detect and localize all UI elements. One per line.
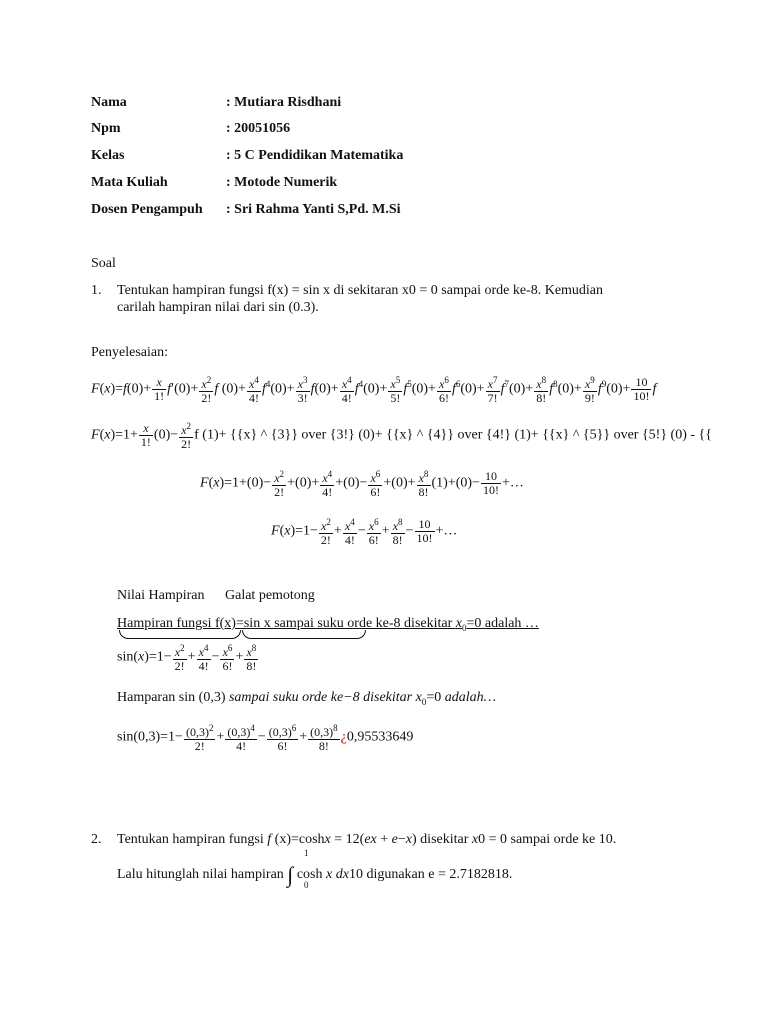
q2-line2-a: Lalu hitunglah nilai hampiran — [117, 867, 284, 883]
value-mata-kuliah: : Motode Numerik — [226, 175, 338, 190]
hampiran-text-a: Hampiran fungsi f(x)=sin x sampai suku orde ke-8 disekitar — [117, 616, 453, 631]
integral-sign: ∫ — [287, 862, 294, 887]
q2-line1: Tentukan hampiran fungsi f (x)=coshx = 12(ex + e−x) disekitar x0 = 0 sampai orde ke 10. — [117, 832, 617, 847]
integral-upper-limit: 1 — [304, 848, 309, 858]
taylor-equation-expanded: F(x)=1+(0)− $\frac{x^2}{2!}$ +(0)+ $\frac{x^4}{4!}$ +(0)− $\frac{x^6}{6!}$ +(0)+ $\frac{x^8}{8!}$ (1)+(0)− $\frac{10}{10!}$ +… — [200, 469, 524, 499]
q2-line2-b: cosh — [296, 867, 323, 883]
q1-line1: Tentukan hampiran fungsi f(x) = sin x di sekitaran x0 = 0 sampai orde ke-8. Kemudian — [117, 283, 604, 298]
label-mata-kuliah: Mata Kuliah — [91, 175, 168, 190]
q2-number: 2. — [91, 832, 102, 847]
brace-galat — [242, 630, 366, 639]
q2-line1-b: (x)=cosh — [274, 832, 325, 847]
integral-lower-limit: 0 — [304, 880, 309, 890]
sin-series: sin(x)=1− $\frac{x^2}{2!}$ + $\frac{x^4}{4!}$ − $\frac{x^6}{6!}$ + $\frac{x^8}{8!}$ — [117, 643, 257, 673]
label-npm: Npm — [91, 121, 121, 136]
sin-result: 0,95533649 — [346, 729, 414, 745]
q2-line1-d: ) disekitar — [412, 832, 469, 847]
q1-line2: carilah hampiran nilai dari sin (0.3). — [117, 300, 319, 315]
label-nama: Nama — [91, 95, 127, 110]
label-kelas: Kelas — [91, 148, 125, 163]
hamparan-line: Hamparan sin (0,3) sampai suku orde ke−8 disekitar $x_0=0$ adalah… — [117, 690, 497, 707]
hampiran-line: Hampiran fungsi f(x)=sin x sampai suku orde ke-8 disekitar $x_0=0$ adalah … — [117, 616, 539, 633]
value-kelas: : 5 C Pendidikan Matematika — [226, 148, 404, 163]
q2-line1-c: = 12( — [334, 832, 365, 847]
value-npm: : 20051056 — [226, 121, 291, 136]
galat-label: Galat pemotong — [225, 588, 315, 603]
raw-equation-text: f (1)+ {{x} ^ {3}} over {3!} (0)+ {{x} ^ {4}} over {4!} (1)+ {{x} ^ {5}} over {5!} (0) - {{ — [194, 427, 712, 443]
value-dosen: : Sri Rahma Yanti S,Pd. M.Si — [226, 202, 401, 217]
nilai-hampiran-label: Nilai Hampiran — [117, 588, 205, 603]
q1-number: 1. — [91, 283, 102, 298]
taylor-equation-simplified: F(x)=1− $\frac{x^2}{2!}$ + $\frac{x^4}{4!}$ − $\frac{x^6}{6!}$ + $\frac{x^8}{8!}$ − $\frac{10}{10!}$ +… — [271, 517, 458, 547]
taylor-equation-raw: F(x)=1+ $\frac{x}{1!}$ (0)− $\frac{x^2}{2!}$ f (1)+ {{x} ^ {3}} over {3!} (0)+ {{x} ^ {4}} over {4!} (1)+ {{x} ^ {5}} over {5!} (0) - {{ — [91, 421, 712, 451]
hamparan-end: adalah… — [444, 690, 497, 705]
label-dosen: Dosen Pengampuh — [91, 202, 203, 217]
sin-computation: sin(0,3)=1− $\frac{(0,3)^2}{2!}$ + $\frac{(0,3)^4}{4!}$ − $\frac{(0,3)^6}{6!}$ + $\frac{(0,3)^8}{8!}$ ¿0,95533649 — [117, 723, 414, 753]
hampiran-text-b: adalah … — [484, 616, 539, 631]
q2-line1-e: = 0 sampai orde ke 10. — [488, 832, 617, 847]
taylor-equation-general: F(x)=f(0)+ $\frac{x}{1!}$ f′(0)+ $\frac{x^2}{2!}$ f (0)+ $\frac{x^4}{4!}$ $f^4(0)+$ $\frac{x^3}{3!}$ f(0)+ $\frac{x^4}{4!}$ $f^4(0)+$ $\frac{x^5}{5!}$ $f^5(0)+$ $\frac{x^6}{6!}$ $f^6(0)+$ $\frac{x^7}{7!}$ $f^7(0)+$ $\frac{x^8}{8!}$ $f^8(0)+$ $\frac{x^9}{9!}$ $f^9(0)+$ $\frac{10}{10!}$ f — [91, 375, 657, 405]
hamparan-italic: sampai suku orde ke−8 disekitar — [228, 690, 413, 705]
penyelesaian-heading: Penyelesaian: — [91, 345, 168, 360]
q2-line2-c: 10 digunakan e = 2.7182818. — [348, 867, 513, 883]
q2-line2: Lalu hitunglah nilai hampiran ∫ cosh x dx10 digunakan e = 2.7182818. — [117, 862, 513, 887]
value-nama: : Mutiara Risdhani — [226, 95, 342, 110]
red-mark: ¿ — [340, 729, 347, 745]
q2-line1-a: Tentukan hampiran fungsi — [117, 832, 264, 847]
hamparan-prefix: Hamparan sin — [117, 690, 196, 705]
soal-heading: Soal — [91, 256, 116, 271]
brace-nilai-hampiran — [119, 630, 241, 639]
